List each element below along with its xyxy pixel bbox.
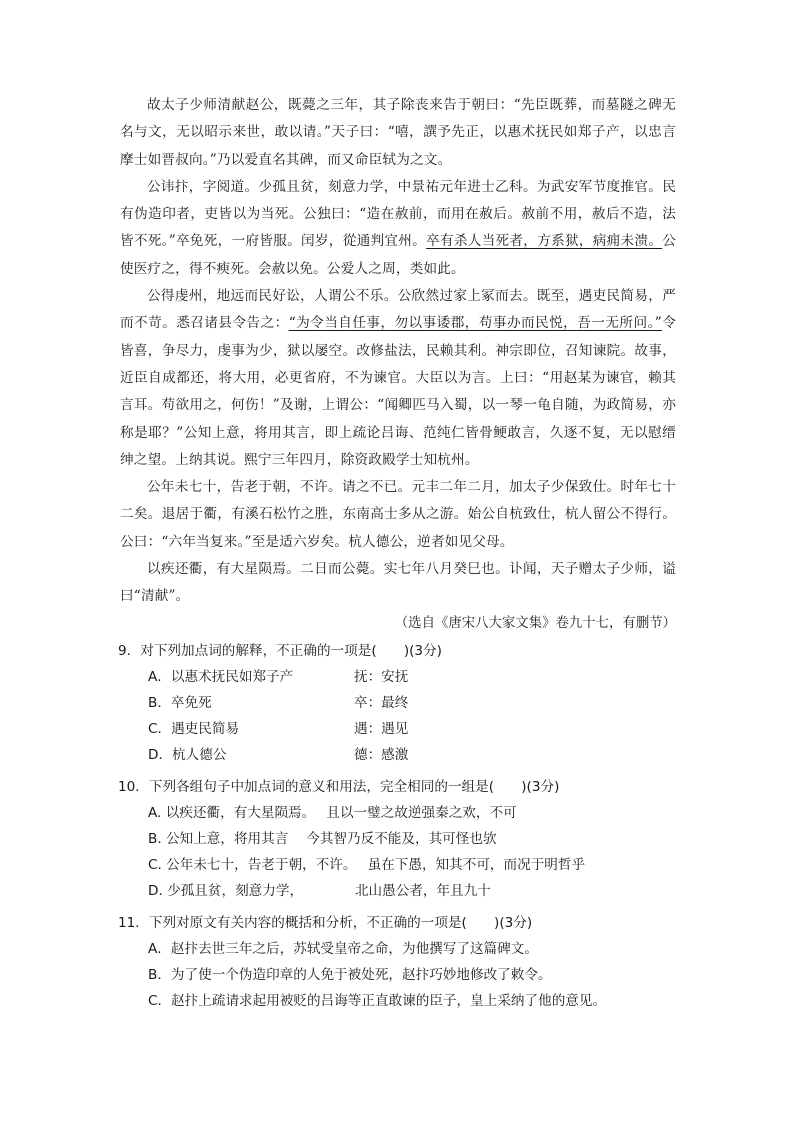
passage-paragraph-1	[120, 92, 676, 174]
passage-text: 令皆喜，争尽力，虔事为少，狱以屡空。改修盐法，民赖其利。神宗即位，召知谏院。故事，近臣自成都还，将大用，必更省府，不为谏官。大臣以为言。上曰：“用赵某为谏官，赖其言耳。苟欲用之，何伤！”及谢，上谓公：“闻卿匹马入蜀，以一琴一龟自随，为政简易，亦称是耶？”公知上意，将用其言，即上疏论吕诲、范纯仁皆骨鲠敢言，久逐不复，无以慰缙绅之望。上纳其说。熙宁三年四月，除资政殿学士知杭州。	[120, 315, 676, 468]
option-d	[118, 878, 698, 904]
question-title: 11．下列对原文有关内容的概括和分析，不正确的一项是( )(3分)	[118, 915, 533, 931]
option-label: A.	[148, 805, 166, 821]
passage-text: 以疾还衢，有大星陨焉。二日而公薨。实七年八月癸巳也。讣闻，天子赠太子少师，谥曰“清献”。	[120, 561, 676, 605]
option-c: C．赵抃上疏请求起用被贬的吕诲等正直敢谏的臣子，皇上采纳了他的意见。	[148, 993, 607, 1009]
option-sentence-a: 公年未七十，告老于朝，不许。	[166, 857, 350, 873]
option-sentence-b: 且以一璧之故逆强秦之欢，不可	[326, 805, 517, 821]
option-gloss: 德：感激	[354, 747, 409, 763]
underlined-sentence: “为令当自任事，勿以事诿郡，苟事办而民悦，吾一无所问。”	[288, 315, 662, 332]
passage-text: 公年未七十，告老于朝，不许。请之不已。元丰二年二月，加太子少保致仕。时年七十二矣。退居于衢，有溪石松竹之胜，东南高士多从之游。始公自杭致仕，杭人留公不得行。公曰：“六年当复来。”至是适六岁矣。杭人德公，逆者如见父母。	[120, 479, 676, 550]
option-a	[118, 664, 698, 690]
option-a: A．赵抃去世三年之后，苏轼受皇帝之命，为他撰写了这篇碑文。	[148, 941, 538, 957]
option-sentence-b: 今其智乃反不能及，其可怪也欤	[306, 831, 497, 847]
option-gloss: 遇：遇见	[354, 721, 409, 737]
option-d	[118, 742, 698, 768]
passage-paragraph-5	[120, 556, 676, 611]
passage-text: 公讳抃，字阅道。少孤且贫，刻意力学，中景祐元年进士乙科。为武安军节度推官。民有伪造印者，吏皆以为当死。公独曰：“造在赦前，而用在赦后。赦前不用，赦后不造，法皆不死。”卒免死，一府皆服。闰岁，從通判宜州。	[120, 178, 676, 250]
passage-paragraph-3	[120, 283, 676, 474]
option-c	[118, 852, 698, 878]
passage-text: 公得虔州，地远而民好讼，人谓公不乐。公欣然过家上冢而去。既至，遇吏民简易，严而不苛。悉召诸县令告之：	[120, 288, 676, 332]
passage-paragraph-2	[120, 174, 676, 283]
passage-text: 故太子少师清献赵公，既薨之三年，其子除丧来告于朝曰：“先臣既葬，而墓隧之碑无名与文，无以昭示来世，敢以请。”天子曰：“嘻，譔予先正，以惠术抚民如郑子产，以忠言摩士如晋叔向。”乃以爱直名其碑，而又命臣轼为之文。	[120, 97, 676, 168]
option-gloss: 卒：最终	[354, 695, 409, 711]
option-label: B.	[148, 831, 166, 847]
option-text: B．卒免死	[148, 695, 212, 711]
option-sentence-a: 以疾还衢，有大星陨焉。	[165, 805, 309, 821]
option-a	[118, 800, 698, 826]
passage-source: （选自《唐宋八大家文集》卷九十七，有删节）	[394, 616, 676, 631]
option-c	[118, 716, 698, 742]
option-label: D.	[148, 883, 168, 899]
option-text: A．以惠术抚民如郑子产	[148, 669, 294, 685]
option-label: C.	[148, 857, 167, 873]
classical-passage	[120, 92, 676, 611]
option-text: C．遇吏民简易	[148, 721, 240, 737]
question-9	[118, 638, 698, 768]
option-sentence-a: 少孤且贫，刻意力学，	[167, 883, 297, 899]
question-title: 9．对下列加点词的解释，不正确的一项是( )(3分)	[118, 643, 442, 659]
question-title: 10．下列各组句子中加点词的意义和用法，完全相同的一组是( )(3分)	[118, 779, 560, 795]
option-sentence-b: 北山愚公者，年且九十	[354, 883, 491, 899]
question-10	[118, 774, 698, 904]
passage-text: 公使医疗之，得不瘐死。会赦以免。公爱人之周，类如此。	[120, 233, 677, 277]
option-gloss: 抚：安抚	[354, 669, 409, 685]
underlined-sentence: 卒有杀人当死者，方系狱，病痈未溃。	[426, 233, 663, 250]
passage-paragraph-4	[120, 474, 676, 556]
option-sentence-a: 公知上意，将用其言	[165, 831, 289, 847]
option-text: D．杭人德公	[148, 747, 227, 763]
option-b	[118, 690, 698, 716]
option-b	[118, 826, 698, 852]
option-sentence-b: 虽在下愚，知其不可，而况于明哲乎	[367, 857, 586, 873]
question-11	[118, 910, 698, 1014]
option-b: B．为了使一个伪造印章的人免于被处死，赵抃巧妙地修改了敕令。	[148, 967, 552, 983]
